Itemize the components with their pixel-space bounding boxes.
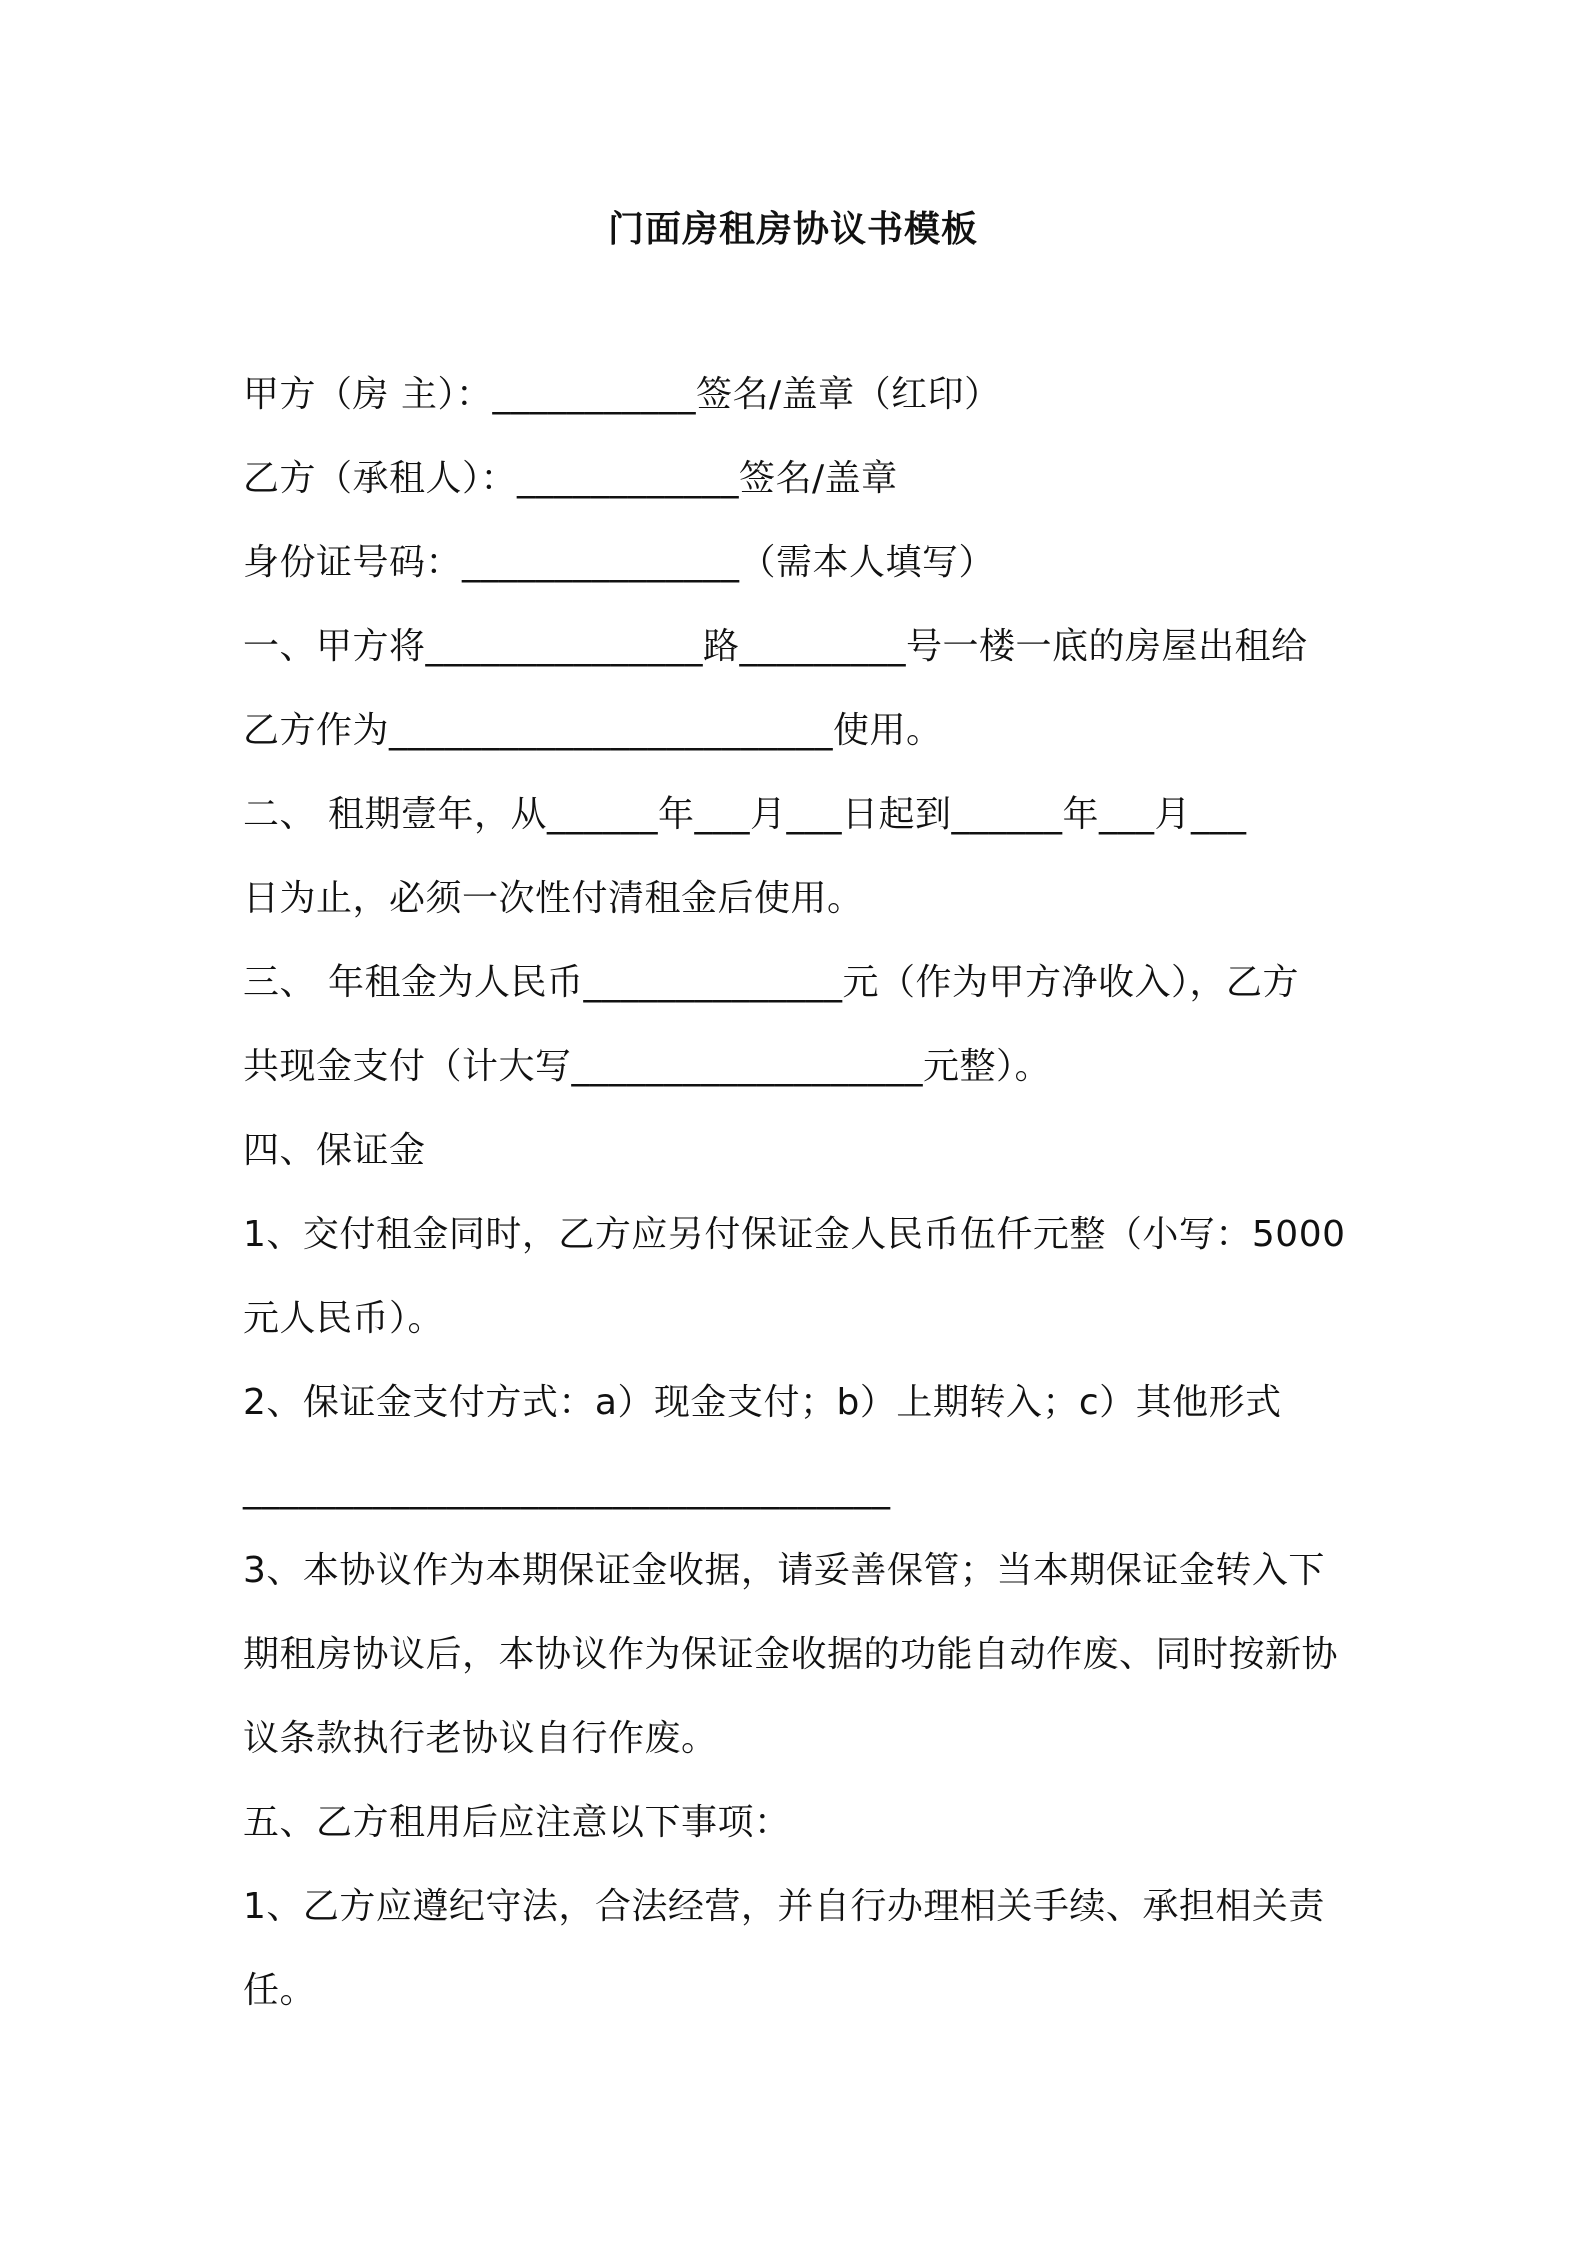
clause-4-item-3-line-2: 期租房协议后，本协议作为保证金收据的功能自动作废、同时按新协 [243,1634,1339,1675]
clause-1-line-1: 一、甲方将_______________路_________号一楼一底的房屋出租给 [243,626,1308,667]
clause-5-heading: 五、乙方租用后应注意以下事项： [243,1802,791,1843]
clause-4-item-3-line-1: 3、本协议作为本期保证金收据，请妥善保管；当本期保证金转入下 [243,1550,1325,1591]
clause-1-line-2: 乙方作为________________________使用。 [243,710,943,751]
clause-2-line-2: 日为止，必须一次性付清租金后使用。 [243,878,864,919]
id-number-line: 身份证号码：_______________（需本人填写） [243,542,996,583]
party-b-line: 乙方（承租人）：____________签名/盖章 [243,458,898,499]
clause-4-heading: 四、保证金 [243,1130,426,1171]
clause-4-item-3-line-3: 议条款执行老协议自行作废。 [243,1718,718,1759]
clause-5-item-1-line-2: 任。 [243,1970,317,2011]
clause-2-line-1: 二、 租期壹年，从______年___月___日起到______年___月___ [243,794,1247,835]
clause-4-item-2-blank: ___________________________________ [243,1469,891,1510]
party-a-line: 甲方（房 主）：___________签名/盖章（红印） [243,374,1001,415]
clause-3-line-2: 共现金支付（计大写___________________元整）。 [243,1046,1052,1087]
clause-3-line-1: 三、 年租金为人民币______________元（作为甲方净收入），乙方 [243,962,1299,1003]
clause-4-item-1-line-2: 元人民币）。 [243,1298,445,1339]
clause-5-item-1-line-1: 1、乙方应遵纪守法，合法经营，并自行办理相关手续、承担相关责 [243,1886,1325,1927]
document-title: 门面房租房协议书模板 [607,209,978,250]
clause-4-item-1-line-1: 1、交付租金同时，乙方应另付保证金人民币伍仟元整（小写：5000 [243,1214,1346,1255]
clause-4-item-2-line-1: 2、保证金支付方式：a）现金支付；b）上期转入；c）其他形式 [243,1382,1282,1423]
